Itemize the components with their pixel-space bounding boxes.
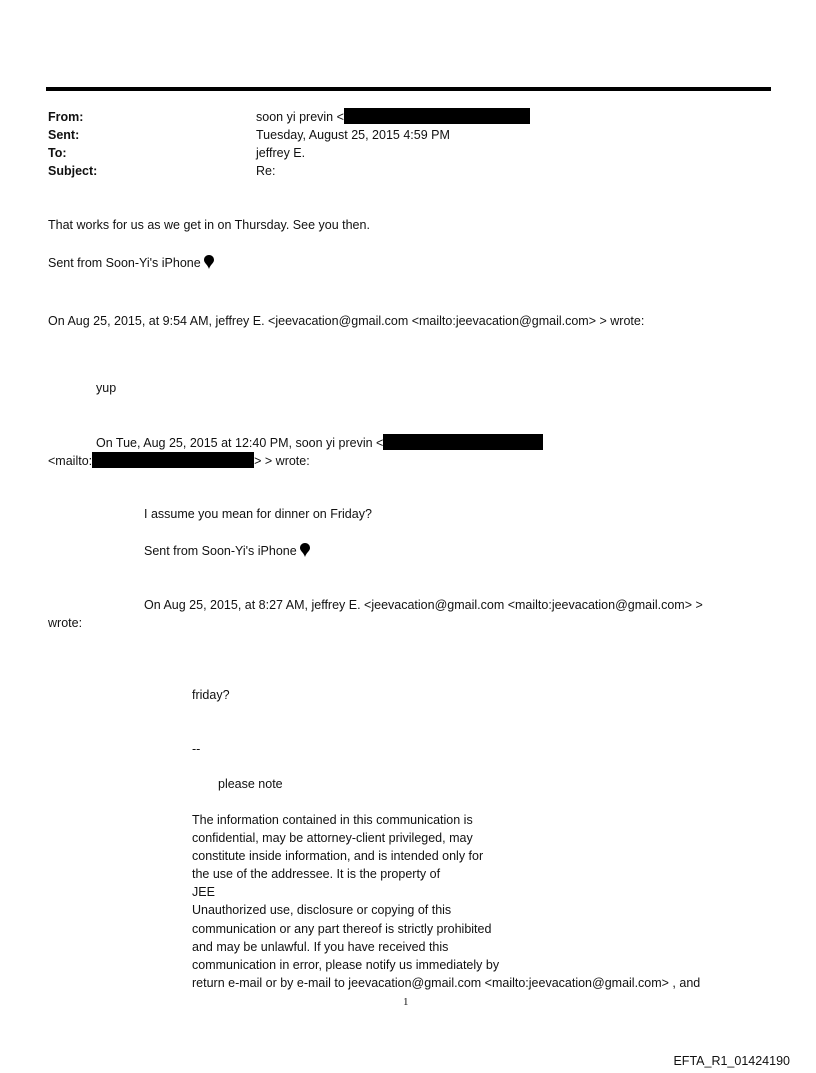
disclaimer-paragraph [192,811,752,992]
signature-text: Sent from Soon-Yi's iPhone [48,256,201,270]
quote-header-3: On Aug 25, 2015, at 8:27 AM, jeffrey E. <jeevacation@gmail.com <mailto:jeevacation@gmail.com> > [144,598,703,612]
redaction-bar [383,434,543,450]
pin-icon [204,255,214,269]
from-value [256,108,530,126]
disclaimer-line: the use of the addressee. It is the property of [192,867,441,882]
quote-header-2 [96,434,543,451]
page-number: 1 [403,996,409,1008]
disclaimer-line: communication or any part thereof is strictly prohibited [192,921,492,936]
mailto-prefix: <mailto: [48,454,93,468]
quote-3-text: friday? [192,688,230,702]
quote-2-text: I assume you mean for dinner on Friday? [144,507,372,521]
quote-header-3-cont: wrote: [48,616,83,630]
disclaimer-line: and may be unlawful. If you have received this [192,939,449,954]
quote-header-2-mailto [48,452,310,469]
disclaimer-line: communication in error, please notify us immediately by [192,957,500,972]
redaction-bar [344,108,530,124]
from-name: soon yi previn < [256,110,344,124]
please-note: please note [218,777,283,791]
disclaimer-line: confidential, may be attorney-client privileged, may [192,831,473,846]
disclaimer-line: return e-mail or by e-mail to jeevacation@gmail.com <mailto:jeevacation@gmail.com> , and [192,975,701,990]
subject-value: Re: [256,164,276,178]
subject-label: Subject: [48,164,98,178]
reply-text: That works for us as we get in on Thursday. See you then. [48,218,370,232]
from-label: From: [48,110,84,124]
document-id: EFTA_R1_01424190 [673,1054,790,1068]
quote-header-1: On Aug 25, 2015, at 9:54 AM, jeffrey E. <jeevacation@gmail.com <mailto:jeevacation@gmail.com> > wrote: [48,314,645,328]
to-label: To: [48,146,67,160]
signature-text: Sent from Soon-Yi's iPhone [144,544,297,558]
sent-label: Sent: [48,128,80,142]
disclaimer-line: Unauthorized use, disclosure or copying of this [192,903,452,918]
signature-separator: -- [192,742,201,756]
signature-line-1 [48,255,214,271]
mailto-suffix: > > wrote: [254,454,310,468]
disclaimer-line: constitute inside information, and is intended only for [192,849,484,864]
disclaimer-line: The information contained in this communication is [192,813,473,827]
redaction-bar [92,452,254,468]
sent-value: Tuesday, August 25, 2015 4:59 PM [256,128,450,142]
quote-header-2-text: On Tue, Aug 25, 2015 at 12:40 PM, soon yi previn < [96,436,384,450]
disclaimer-line: JEE [192,885,215,900]
to-value: jeffrey E. [256,146,306,160]
quote-1-text: yup [96,381,117,395]
signature-line-2 [144,543,310,559]
pin-icon [300,543,310,557]
header-divider-rule [46,87,771,91]
